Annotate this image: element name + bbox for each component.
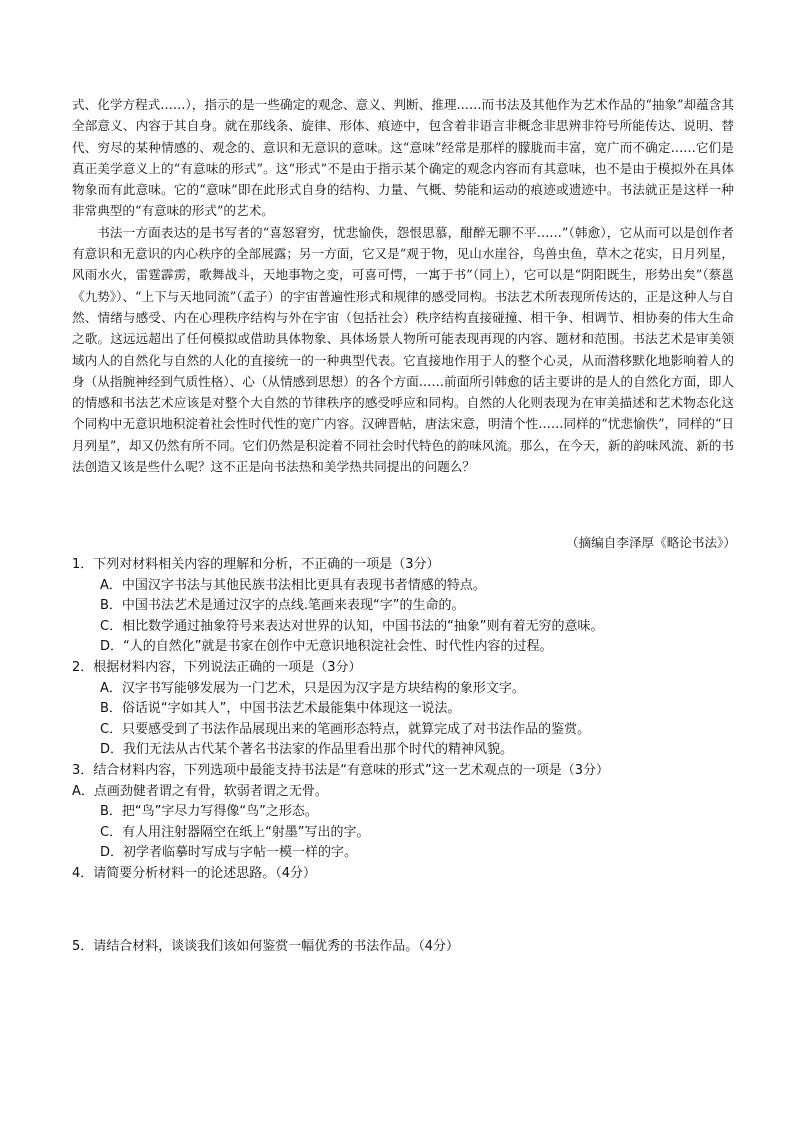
question-stem: 5．请结合材料，谈谈我们该如何鉴赏一幅优秀的书法作品。（4分）: [72, 938, 460, 954]
question-stem: 3．结合材料内容，下列选项中最能支持书法是“有意味的形式”这一艺术观点的一项是（3分）: [72, 762, 610, 778]
option-d: D．我们无法从古代某个著名书法家的作品里看出那个时代的精神风貌。: [100, 742, 514, 758]
question-3: [72, 761, 734, 864]
option-b: B．中国书法艺术是通过汉字的点线.笔画来表现“字”的生命的。: [100, 598, 465, 614]
option-b: B．把“鸟”字尽力写得像“鸟”之形态。: [100, 804, 318, 820]
option-c: C．只要感受到了书法作品展现出来的笔画形态特点，就算完成了对书法作品的鉴赏。: [100, 721, 591, 737]
option-b: B．俗话说“字如其人”，中国书法艺术最能集中体现这一说法。: [100, 701, 461, 717]
question-1: [72, 555, 734, 658]
question-stem: 2．根据材料内容，下列说法正确的一项是（3分）: [72, 659, 362, 675]
question-stem: 1．下列对材料相关内容的理解和分析，不正确的一项是（3分）: [72, 557, 440, 572]
option-c: C．相比数学通过抽象符号来表达对世界的认知，中国书法的“抽象”则有着无穷的意味。: [100, 618, 604, 634]
answer-space: [72, 885, 734, 937]
option-d: D．“人的自然化”就是书家在创作中无意识地积淀社会性、时代性内容的过程。: [100, 639, 553, 655]
passage-paragraph-2: 书法一方面表达的是书写者的“喜怒窘穷，忧悲愉佚，怨恨思慕，酣醉无聊不平……”（韩愈），它从而可以是创作者有意识和无意识的内心秩序的全部展露；另一方面，它又是“观于物，见山水崖谷，鸟兽虫鱼，草木之花实，日月列星，风雨水火，雷霆霹雳，歌舞战斗，天地事物之变，可喜可愕，一寓于书”（同上），它可以是“阴阳既生，形势出矣”（蔡邕《九势》）、“上下与天地同流”（孟子）的宇宙普遍性形式和规律的感受同构。书法艺术所表现所传达的，正是这种人与自然、情绪与感受、内在心理秩序结构与外在宇宙（包括社会）秩序结构直接碰撞、相干争、相调节、相协奏的伟大生命之歌。这远远超出了任何模拟或借助具体物象、具体场景人物所可能表现再现的内容、题材和范围。书法艺术是审美领域内人的自然化与自然的人化的直接统一的一种典型代表。它直接地作用于人的整个心灵，从而潜移默化地影响着人的身（从指腕神经到气质性格）、心（从情感到思想）的各个方面……前面所引韩愈的话主要讲的是人的自然化方面，即人的情感和书法艺术应该是对整个大自然的节律秩序的感受呼应和同构。自然的人化则表现为在审美描述和艺术物态化这个同构中无意识地积淀着社会性时代性的宽广内容。汉碑晋帖，唐法宋意，明清个性……同样的“忧悲愉佚”，同样的“日月列星”，却又仍然有所不同。它们仍然是积淀着不同社会时代特色的韵味风流。那么，在今天，新的韵味风流、新的书法创造又该是些什么呢？这不正是向书法热和美学热共同提出的问题么？: [72, 224, 734, 475]
question-4: [72, 864, 734, 937]
passage-source: （摘编自李泽厚《略论书法》）: [565, 535, 736, 550]
question-2: [72, 658, 734, 761]
question-stem: 4．请简要分析材料一的论述思路。（4分）: [72, 865, 317, 881]
option-c: C．有人用注射器隔空在纸上“射墨”写出的字。: [100, 824, 370, 840]
question-5: [72, 937, 734, 958]
option-d: D．初学者临摹时写成与字帖一模一样的字。: [100, 845, 358, 861]
option-a: A．点画劲健者谓之有骨，软弱者谓之无骨。: [72, 783, 328, 799]
option-a: A．中国汉字书法与其他民族书法相比更具有表现书者情感的特点。: [100, 577, 486, 593]
question-list: [72, 555, 734, 957]
option-a: A．汉字书写能够发展为一门艺术，只是因为汉字是方块结构的象形文字。: [100, 680, 525, 696]
passage-paragraph-1: 式、化学方程式……），指示的是一些确定的观念、意义、判断、推理……而书法及其他作为艺术作品的“抽象”却蕴含其全部意义、内容于其自身。就在那线条、旋律、形体、痕迹中，包含着非语言非概念非思辨非符号所能传达、说明、替代、穷尽的某种情感的、观念的、意识和无意识的意味。这“意味”经常是那样的朦胧而丰富，宽广而不确定……它们是真正美学意义上的“有意味的形式”。这“形式”不是由于指示某个确定的观念内容而有其意味，也不是由于模拟外在具体物象而有此意味。它的“意味”即在此形式自身的结构、力量、气概、势能和运动的痕迹或遗迹中。书法就正是这样一种非常典型的“有意味的形式”的艺术。: [72, 97, 734, 219]
reading-passage: [72, 94, 734, 477]
